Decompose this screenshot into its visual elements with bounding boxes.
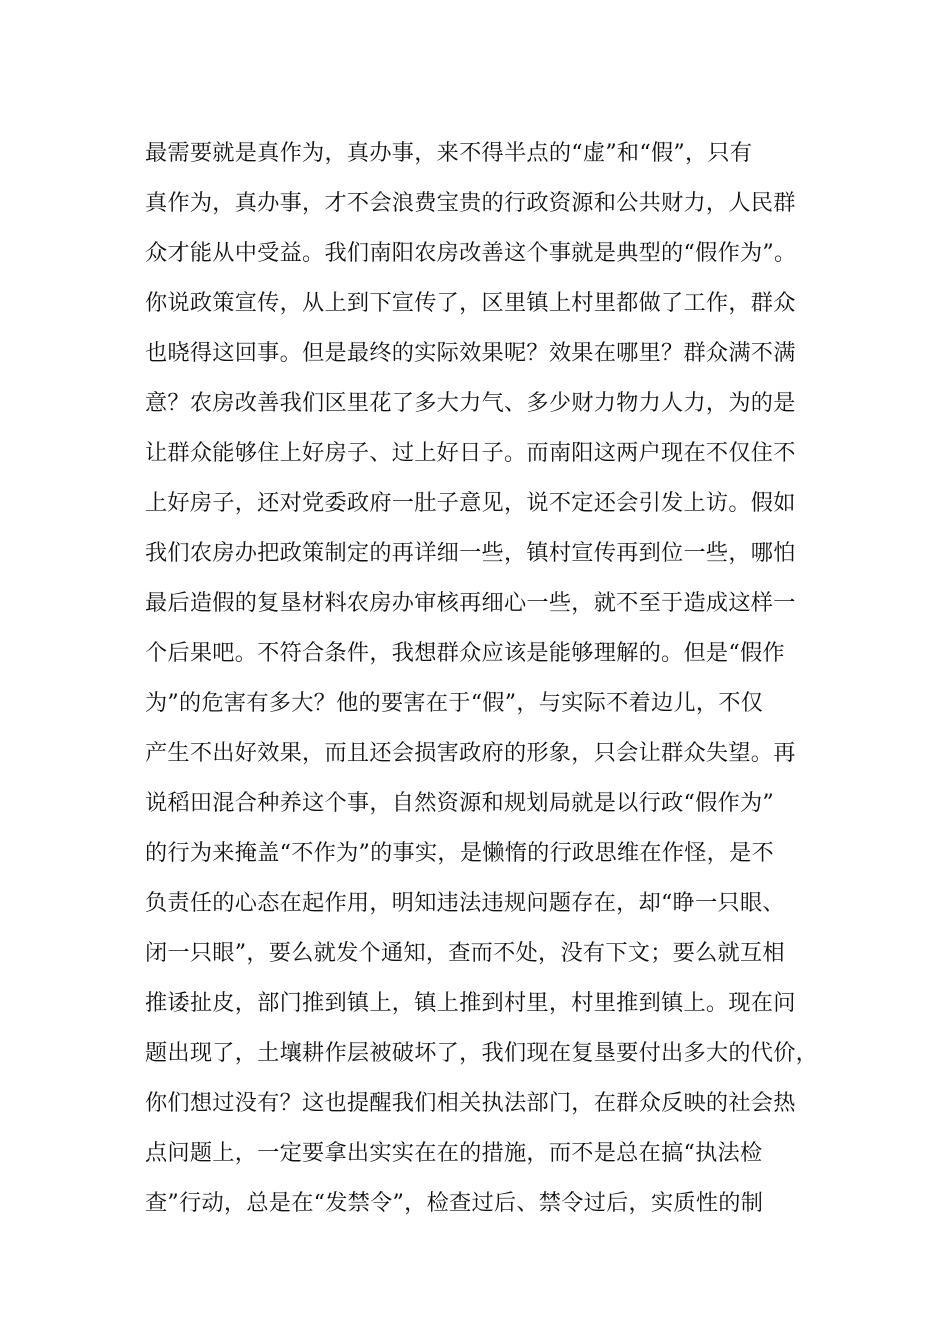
- text-line: 众才能从中受益。我们南阳农房改善这个事就是典型的“假作为”。: [145, 240, 797, 266]
- text-line: 个后果吧。不符合条件，我想群众应该是能够理解的。但是“假作: [145, 640, 785, 666]
- text-line: 推诿扯皮，部门推到镇上，镇上推到村里，村里推到镇上。现在问: [145, 990, 796, 1016]
- text-line: 让群众能够住上好房子、过上好日子。而南阳这两户现在不仅住不: [145, 440, 796, 466]
- text-line: 你们想过没有？这也提醒我们相关执法部门，在群众反映的社会热: [145, 1090, 796, 1116]
- text-line: 产生不出好效果，而且还会损害政府的形象，只会让群众失望。再: [145, 740, 796, 766]
- text-line: 意？农房改善我们区里花了多大力气、多少财力物力人力，为的是: [145, 390, 796, 416]
- text-line: 说稻田混合种养这个事，自然资源和规划局就是以行政“假作为”: [145, 790, 774, 816]
- text-line: 最后造假的复垦材料农房办审核再细心一些，就不至于造成这样一: [145, 590, 796, 616]
- text-line: 为”的危害有多大？他的要害在于“假”，与实际不着边儿，不仅: [145, 690, 764, 716]
- text-line: 上好房子，还对党委政府一肚子意见，说不定还会引发上访。假如: [145, 490, 796, 516]
- text-line: 查”行动，总是在“发禁令”，检查过后、禁令过后，实质性的制: [145, 1190, 764, 1216]
- text-line: 真作为，真办事，才不会浪费宝贵的行政资源和公共财力，人民群: [145, 190, 796, 216]
- text-line: 负责任的心态在起作用，明知违法违规问题存在，却“睁一只眼、: [145, 890, 785, 916]
- text-line: 我们农房办把政策制定的再详细一些，镇村宣传再到位一些，哪怕: [145, 540, 796, 566]
- text-line: 也晓得这回事。但是最终的实际效果呢？效果在哪里？群众满不满: [145, 340, 796, 366]
- text-line: 你说政策宣传，从上到下宣传了，区里镇上村里都做了工作，群众: [145, 290, 796, 316]
- body-text: [145, 133, 835, 1233]
- text-line: 闭一只眼”，要么就发个通知，查而不处，没有下文；要么就互相: [145, 940, 785, 966]
- text-line: 的行为来掩盖“不作为”的事实，是懒惰的行政思维在作怪，是不: [145, 840, 774, 866]
- text-line: 点问题上，一定要拿出实实在在的措施，而不是总在搞“执法检: [145, 1140, 763, 1166]
- text-line: 题出现了，土壤耕作层被破坏了，我们现在复垦要付出多大的代价，: [145, 1040, 819, 1066]
- text-line: 最需要就是真作为，真办事，来不得半点的“虚”和“假”，只有: [145, 140, 753, 166]
